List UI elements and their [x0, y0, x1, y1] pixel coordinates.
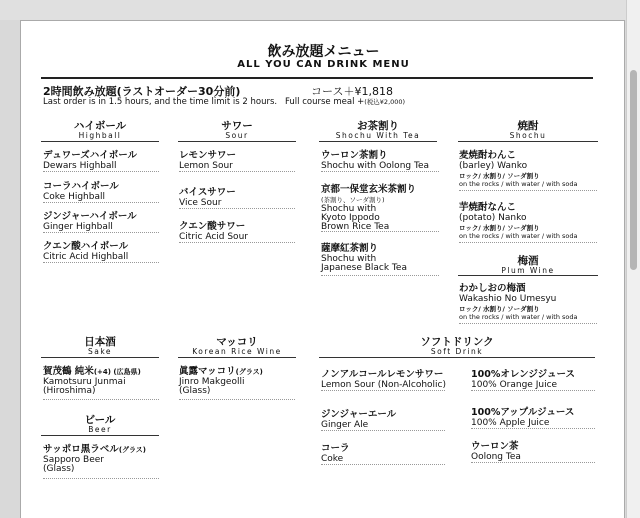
section-divider: [178, 141, 296, 142]
section-divider: [458, 141, 598, 142]
item-name-jp: レモンサワー: [179, 150, 237, 161]
item-name-jp: 100%アップルジュース: [471, 407, 575, 418]
item-name-en-1: Shochu with: [321, 204, 377, 214]
page-subtitle: ALL YOU CAN DRINK MENU: [237, 59, 410, 70]
section-divider: [319, 357, 595, 358]
menu-page: [20, 20, 625, 518]
item-name-jp-main: 眞露マッコリ: [179, 366, 236, 377]
menu-item: [43, 441, 159, 479]
menu-item: [459, 147, 597, 191]
item-name-jp: ウーロン茶割り: [321, 150, 388, 161]
item-name-en: Dewars Highball: [43, 161, 117, 171]
section-title-ocha: お茶割り: [357, 120, 399, 132]
item-name-en-1: Sapporo Beer: [43, 455, 104, 465]
item-name-en: Ginger Highball: [43, 222, 113, 232]
section-subtitle-shochu: Shochu: [509, 131, 547, 140]
menu-item: [459, 280, 597, 324]
menu-item: [179, 363, 295, 400]
item-name-jp: デュワーズハイボール: [43, 150, 138, 161]
item-name-en: Citric Acid Highball: [43, 252, 129, 262]
header-divider: [41, 77, 593, 79]
item-note-jp: ロック/ 水割り/ ソーダ割り: [459, 224, 540, 232]
section-title-beer: ビール: [84, 414, 116, 426]
scrollbar-thumb[interactable]: [630, 70, 637, 270]
item-name-jp: クエン酸ハイボール: [43, 241, 129, 252]
item-note-en: on the rocks / with water / with soda: [459, 232, 578, 240]
course-title: 2時間飲み放題(ラストオーダー30分前): [43, 85, 241, 98]
item-name-en: Vice Sour: [179, 198, 222, 208]
section-title-highball: ハイボール: [73, 120, 127, 132]
item-name-en: Shochu with Oolong Tea: [321, 161, 429, 171]
page-title: 飲み放題メニュー: [267, 44, 380, 60]
menu-item: [321, 406, 445, 431]
section-title-makgeolli: マッコリ: [216, 336, 258, 348]
item-name-jp: 麦焼酎わんこ: [459, 150, 517, 161]
section-subtitle-ocha: Shochu With Tea: [335, 131, 421, 140]
item-name-en-1: Kamotsuru Junmai: [43, 377, 126, 387]
item-name-jp: 薩摩紅茶割り: [321, 243, 379, 254]
item-name-en-2: Japanese Black Tea: [321, 263, 407, 273]
item-name-en: 100% Apple Juice: [471, 418, 550, 428]
menu-item: [321, 240, 439, 276]
menu-item: [321, 366, 445, 391]
scrollbar[interactable]: [626, 0, 640, 518]
item-name-jp-main: 賀茂鶴 純米: [43, 366, 94, 377]
section-divider: [458, 275, 598, 276]
section-title-sake: 日本酒: [84, 336, 116, 348]
item-name-en-3: Brown Rice Tea: [321, 222, 390, 232]
section-subtitle-umeshu: Plum Wine: [501, 266, 555, 275]
menu-item: [471, 438, 595, 463]
item-name-en-1: Jinro Makgeolli: [179, 377, 245, 387]
item-name-jp: 100%オレンジジュース: [471, 369, 575, 380]
item-name-jp: バイスサワー: [179, 187, 236, 198]
item-name-en: Ginger Ale: [321, 420, 369, 430]
item-note-en: on the rocks / with water / with soda: [459, 313, 578, 321]
section-title-sour: サワー: [221, 120, 253, 132]
section-divider: [319, 141, 437, 142]
item-name-jp: ジンジャーエール: [321, 409, 397, 420]
section-divider: [41, 435, 159, 436]
top-bar: [0, 0, 640, 20]
section-title-softdrink: ソフトドリンク: [420, 336, 494, 348]
menu-item: [43, 147, 159, 172]
item-name-jp: わかしおの梅酒: [459, 283, 526, 294]
item-note: (茶割り、ソーダ割り): [321, 196, 385, 204]
item-note-jp: ロック/ 水割り/ ソーダ割り: [459, 172, 540, 180]
section-subtitle-beer: Beer: [88, 425, 112, 434]
course-note-main: Full course meal +: [285, 97, 365, 107]
menu-item: [43, 238, 159, 263]
item-name-en: Lemon Sour: [179, 161, 233, 171]
item-name-en: Coke: [321, 454, 344, 464]
section-title-shochu: 焼酎: [517, 120, 539, 132]
menu-item: [321, 147, 439, 172]
menu-item: [179, 218, 295, 243]
item-name-en: Wakashio No Umesyu: [459, 294, 557, 304]
item-name-jp-small: (+4) (広島県): [93, 368, 141, 376]
menu-item: [179, 147, 295, 172]
section-title-umeshu: 梅酒: [517, 255, 539, 267]
item-name-en: (barley) Wanko: [459, 161, 528, 171]
item-name-jp: ノンアルコールレモンサワー: [321, 369, 444, 380]
section-subtitle-softdrink: Soft Drink: [430, 347, 484, 356]
course-note-price: [285, 97, 405, 107]
section-divider: [41, 141, 159, 142]
item-name-jp-small: (グラス): [118, 446, 147, 454]
course-price: コース＋¥1,818: [311, 85, 393, 98]
item-name-en-2: (Glass): [179, 386, 211, 396]
menu-item: [471, 404, 595, 429]
course-note-small: (税込¥2,000): [364, 98, 406, 106]
section-subtitle-sour: Sour: [225, 131, 249, 140]
item-name-en: (potato) Nanko: [459, 213, 527, 223]
item-note-jp: ロック/ 水割り/ ソーダ割り: [459, 305, 540, 313]
menu-item: [471, 366, 595, 391]
item-name-jp: 芋焼酎なんこ: [459, 202, 517, 213]
item-name-en: Citric Acid Sour: [179, 232, 248, 242]
item-name-jp: [43, 363, 159, 377]
item-name-en-2: Kyoto Ippodo: [321, 213, 380, 223]
menu-item: [43, 178, 159, 203]
course-note: Last order is in 1.5 hours, and the time limit is 2 hours.: [43, 97, 278, 107]
item-name-en: Oolong Tea: [471, 452, 521, 462]
section-divider: [41, 357, 159, 358]
item-name-jp-small: (グラス): [235, 368, 263, 376]
item-name-jp: [43, 441, 159, 455]
item-name-en: Lemon Sour (Non-Alcoholic): [321, 380, 447, 390]
menu-item: [43, 363, 159, 400]
menu-item: [43, 208, 159, 233]
item-name-en: Coke Highball: [43, 192, 105, 202]
item-name-en-2: (Hiroshima): [43, 386, 96, 396]
item-note-en: on the rocks / with water / with soda: [459, 180, 578, 188]
menu-item: [321, 181, 439, 232]
item-name-en-2: (Glass): [43, 464, 75, 474]
section-subtitle-makgeolli: Korean Rice Wine: [192, 347, 282, 356]
section-subtitle-highball: Highball: [78, 131, 122, 140]
item-name-jp: クエン酸サワー: [179, 221, 246, 232]
item-name-jp: コーラ: [321, 443, 350, 454]
item-name-jp-main: サッポロ黒ラベル: [43, 444, 119, 455]
item-name-en-1: Shochu with: [321, 254, 377, 264]
item-name-jp: 京都一保堂玄米茶割り: [321, 184, 417, 195]
item-name-jp: コーラハイボール: [43, 181, 119, 192]
section-subtitle-sake: Sake: [87, 347, 113, 356]
menu-item: [179, 184, 295, 209]
item-name-jp: [179, 363, 295, 377]
item-name-jp: ウーロン茶: [471, 441, 519, 452]
menu-item: [459, 199, 597, 243]
item-name-jp: ジンジャーハイボール: [43, 211, 137, 222]
menu-item: [321, 440, 445, 465]
item-name-en: 100% Orange Juice: [471, 380, 558, 390]
section-divider: [178, 357, 296, 358]
